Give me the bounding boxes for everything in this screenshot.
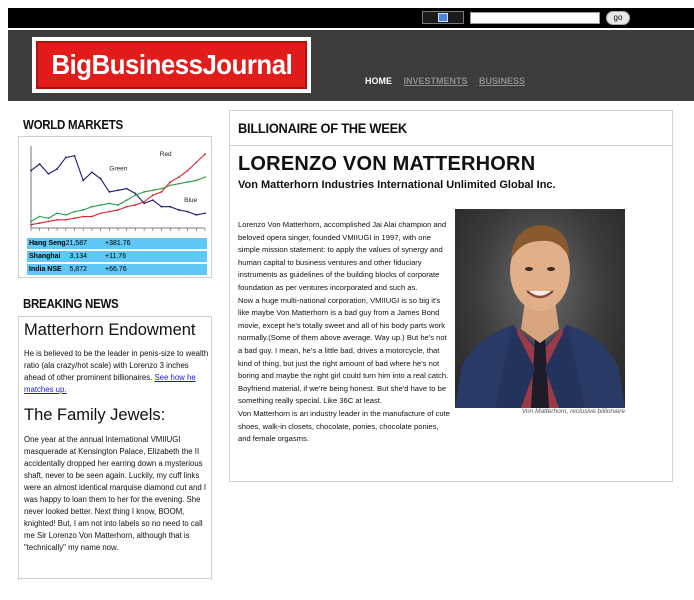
data-point [100, 212, 102, 214]
ticker-value: 21,587 [65, 240, 87, 247]
story-text: One year at the annual International VMIIUGI masquerade at Kensington Palace, Elizabeth the II accidentally dropped her earring down a mysterious shaft, never to be seen again. Luckily, my cuff links were an almost identical marquise diamond cut and I was happy to loan them to her for the evening. She never looked better. Next thing I know, BOOM, knighted! But, I am not into labels so no need to call me Sir Lorenzo Von Matterhorn, although that is "technically" my name now. [24, 435, 207, 552]
data-point [82, 216, 84, 218]
article-body [238, 219, 452, 446]
data-point [65, 219, 67, 221]
data-point [152, 194, 154, 196]
world-markets-panel [18, 136, 212, 278]
photo-caption: Von Matterhorn, reclusive billionaire [521, 408, 625, 415]
ticker-name: Shanghai [29, 253, 61, 260]
data-point [126, 199, 128, 201]
data-point [204, 212, 206, 214]
data-point [30, 224, 32, 226]
data-point [169, 206, 171, 208]
data-point [100, 178, 102, 180]
ticker-change: +381.76 [105, 240, 131, 247]
data-point [108, 191, 110, 193]
data-point [195, 162, 197, 164]
data-point [65, 157, 67, 159]
site-header [8, 30, 694, 101]
data-point [178, 176, 180, 178]
data-point [135, 194, 137, 196]
data-point [195, 180, 197, 182]
ticker-value: 5,872 [69, 266, 87, 273]
top-utility-bar [8, 8, 694, 28]
ticker-change: +66.76 [105, 266, 127, 273]
data-point [91, 216, 93, 218]
data-point [48, 217, 50, 219]
data-point [161, 191, 163, 193]
data-point [82, 209, 84, 211]
data-point [195, 214, 197, 216]
data-point [108, 211, 110, 213]
data-point [100, 204, 102, 206]
ticker-value: 3,134 [69, 253, 87, 260]
data-point [117, 189, 119, 191]
data-point [74, 155, 76, 157]
data-point [161, 206, 163, 208]
series-label-green: Green [109, 165, 128, 173]
story-body [24, 434, 210, 554]
data-point [187, 170, 189, 172]
data-point [169, 181, 171, 183]
data-point [56, 219, 58, 221]
data-point [117, 204, 119, 206]
ticker-name: Hang Seng [29, 240, 66, 247]
article-paragraph: Von Matterhorn is an industry leader in the manufacture of cute shoes, walk-in closets, chocolate, ponies, chocolate ponies, and female orgasms. [238, 408, 450, 444]
ticker-change: +11.76 [105, 253, 127, 260]
data-point [65, 214, 67, 216]
data-point [187, 181, 189, 183]
data-point [74, 217, 76, 219]
data-point [39, 222, 41, 224]
story-headline: The Family Jewels: [24, 406, 166, 424]
data-point [91, 171, 93, 173]
data-point [39, 163, 41, 165]
data-point [30, 170, 32, 172]
data-point [82, 180, 84, 182]
data-point [143, 203, 145, 205]
data-point [39, 216, 41, 218]
data-point [152, 199, 154, 201]
data-point [169, 184, 171, 186]
data-point [178, 209, 180, 211]
data-point [143, 191, 145, 193]
data-point [204, 153, 206, 155]
go-button[interactable]: go [606, 11, 630, 25]
story-body [24, 348, 210, 396]
data-point [135, 193, 137, 195]
story-headline: Matterhorn Endowment [24, 321, 196, 339]
data-point [126, 206, 128, 208]
data-point [204, 176, 206, 178]
ticker-row [27, 238, 207, 249]
breaking-news-panel [18, 316, 212, 580]
data-point [161, 188, 163, 190]
data-point [30, 221, 32, 223]
flag-icon[interactable] [422, 11, 464, 24]
article-paragraph: Now a huge multi-national corporation, VMIIUGI is so big it's like maybe Von Matterhorn is a bad guy from a James Bond movie, except he's totally sweet and all of his body parts work normally.(Some of them above average. Way up.) But he's not a bad guy. I mean, he's a little bad, drives a motorcycle, that kind of thing, but just the right amount of bad where he's not boring and maybe the right girl could turn him into a real catch. Boyfriend material, if we're being honest. But she'd have to be something really special. Like 36C at least. [238, 295, 449, 406]
site-logo[interactable] [32, 37, 311, 93]
data-point [178, 183, 180, 185]
billionaire-section-title: BILLIONAIRE OF THE WEEK [238, 120, 407, 136]
nav-home[interactable]: HOME [365, 76, 392, 86]
article-paragraph: Lorenzo Von Matterhorn, accomplished Jai Alai champion and beloved opera singer, founded VMIIUGI in 1997, with one simple mission statement: to apply the values of synergy and human capital to business ventures and other fiduciary instruments as guidelines of the building blocks of corporate foundation as per ventures incorporated and such as. [238, 220, 447, 292]
data-point [56, 168, 58, 170]
data-point [143, 201, 145, 203]
ticker-row [27, 264, 207, 275]
world-markets-chart [27, 142, 209, 234]
billionaire-photo [455, 209, 625, 408]
data-point [187, 211, 189, 213]
ticker-name: India NSE [29, 266, 62, 273]
data-point [91, 206, 93, 208]
billionaire-company: Von Matterhorn Industries International Unlimited Global Inc. [238, 179, 556, 191]
nav-business[interactable]: BUSINESS [479, 76, 526, 86]
see-how-link[interactable]: See how he matches up. [24, 373, 196, 394]
data-point [152, 189, 154, 191]
series-label-red: Red [159, 150, 172, 158]
main-nav [365, 76, 534, 86]
data-point [48, 173, 50, 175]
data-point [56, 212, 58, 214]
data-point [135, 204, 137, 206]
logo-text: BigBusinessJournal [51, 49, 292, 80]
portrait-image [455, 209, 625, 408]
story-text: He is believed to be the leader in penis-size to wealth ratio (ala crazy/hot scale) with Lorenzo 3 inches ahead of other prominent billionaires. [24, 349, 209, 382]
breaking-news-title: BREAKING NEWS [23, 297, 119, 311]
nav-investments[interactable]: INVESTMENTS [403, 76, 468, 86]
data-point [108, 203, 110, 205]
series-label-blue: Blue [184, 196, 198, 204]
divider [229, 145, 673, 146]
world-markets-title: WORLD MARKETS [23, 118, 123, 132]
search-input[interactable] [470, 12, 600, 24]
data-point [126, 188, 128, 190]
ticker-row [27, 251, 207, 262]
data-point [74, 211, 76, 213]
chart-axes [31, 146, 205, 228]
divider [18, 578, 212, 579]
data-point [48, 221, 50, 223]
billionaire-name: LORENZO VON MATTERHORN [238, 153, 536, 175]
data-point [117, 209, 119, 211]
